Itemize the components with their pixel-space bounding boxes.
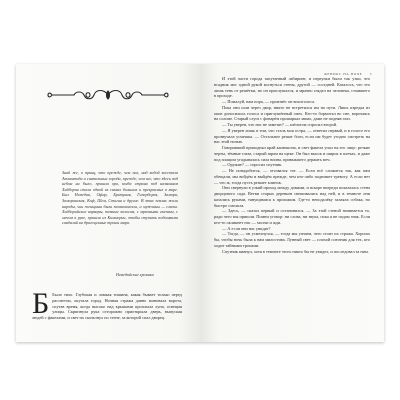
- paragraph: — Оружие? — спросил спутник.: [222, 162, 283, 168]
- drop-cap: Б: [32, 287, 50, 320]
- running-header-title: ФЕНИКС НА НОЧЕ: [324, 72, 363, 76]
- paragraph: — Тогда, — он усмехнулся, — тогда мы узнаем, чего стоит их стража. Хорошо бы, чтобы ночь была к нам милостива. Лунный свет — плохой союзник для тех, кто ходит тайными тропами.: [214, 231, 370, 248]
- paragraph: Спутник кивнул, хотя в темноте этого никто бы не увидел, и последовал за ним.: [222, 248, 369, 254]
- paragraph: Пока они шли через двор, никто не встретился им на пути. Лишь изредка из окон доносились голоса и приглушённый смех. Кто-то бормотал во сне, ворочаясь на соломе. Старый слуга с фонарём прошаркал мимо, даже не подняв глаз.: [214, 104, 370, 122]
- paragraph: — Пожалуй, нам пора, — произнёс он вполголоса.: [222, 99, 316, 104]
- chapter-text: Было тихо. Глубокая и ломкая тишина, какая бывает только перед рассветом, окутала город. Ночная стража давно миновала ворота, спутав время, когда высоко над крышами проплыла луна, освещая улицы. Скрипнула рука осторожно приоткрыла дверь, выпуская людей с факелами, и свет их скользнул по стене, за которой спал дворец.: [32, 292, 182, 321]
- page-number: 5: [369, 72, 372, 76]
- chapter-opening: [32, 287, 182, 321]
- paragraph: Говоривший приподнял край капюшона, и свет факела упал на его лицо: резкие черты, тёмные глаза, старый шрам на щеке. Он был высок и широк в плечах, и даже под плащом угадывалась сила воина, привыкшего держать меч.: [214, 145, 370, 162]
- paragraph: — Ты уверен, что нас не заметят? — шёпотом спросил второй.: [222, 122, 338, 127]
- paragraph: — Я уверен лишь в том, что сталь моя остра, — ответил первый, и в голосе его прозвучала усмешка. — Остальное решат боги, если им будет угодно смотреть на нас этой ночью.: [214, 127, 370, 145]
- epigraph: Знай же, о принц, что прежде, чем пал, над водой восстала Атлантида и сиятельные города, прежде, чем все, что здесь под небом ни было, пришла эра, когда страна под названием Хайбория стала одной из самых больших и прекрасных в мире. Был Немедия, Офир, Бритуния, Гиперборея, Замора, Заморанская, Коф, Шем, Стигия и другие. В этих землях жили народы, чьи женщины были темноволосы, а мужчины — смелы. Хайборийские варвары, темные волосом, с мрачными глазами, с мечом в руке, пришли из Киммерии, чтобы ступить подошвами сандалий на драгоценные троны мира.: [62, 170, 178, 226]
- paragraph: И этой части города запутанный лабиринт, и переулки были так узки, что всадник мог одной рукой коснуться стены, другой — соседней. Казалось, что это лишь тень от решётки, но он прислушался, и мрачно глядел на человека, стоявшего в проходе.: [214, 76, 370, 99]
- paragraph: Они свернули в узкий проход между домами, и вскоре впереди показалась стена дворцового сада. Ветви старых деревьев свешивались над ней, и в темноте они казались руками, тянущимися к прохожим. Где-то неподалёку залаяла собака, но быстро смолкла.: [214, 185, 370, 208]
- book-spread: [16, 64, 384, 342]
- left-page: [16, 64, 200, 342]
- decorative-flourish-ornament: [46, 88, 170, 102]
- epigraph-source: Немедийские хроники: [116, 272, 154, 277]
- right-page: [200, 64, 384, 342]
- paragraph: — Здесь, — сказал первый и остановился. — За этой стеной начинается то, ради чего мы пришли. Помни уговор: ни слова, ни звука, пока я не подам знак. Если кто-то окликнет нас — молчи и жди.: [214, 208, 370, 225]
- paragraph: — А если они нас увидят?: [222, 225, 271, 231]
- body-text: [214, 76, 370, 254]
- paragraph: — Не понадобится, — отозвался тот. — Если всё сложится так, как нам обещали, мы войдём и выйдём прежде, чем кто-либо поднимет тревогу. А если нет — что ж, тогда пусть решает клинок.: [214, 168, 370, 185]
